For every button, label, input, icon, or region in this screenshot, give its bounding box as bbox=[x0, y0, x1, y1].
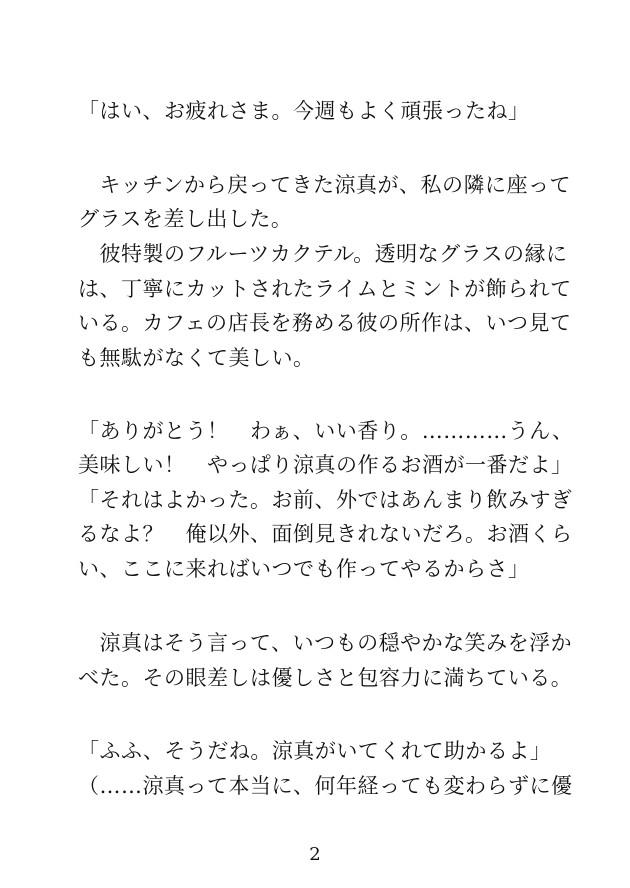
text-line-9: 美味しい！ やっぱり涼真の作るお酒が一番だよ」 bbox=[78, 453, 573, 477]
text-line-5: は、丁寧にカットされたライムとミントが飾られて bbox=[78, 277, 572, 301]
text-line-12: い、ここに来ればいつでも作ってやるからさ」 bbox=[78, 557, 530, 581]
text-line-13: 涼真はそう言って、いつもの穏やかな笑みを浮か bbox=[78, 631, 573, 655]
page-number: 2 bbox=[309, 844, 321, 865]
text-line-2: キッチンから戻ってきた涼真が、私の隣に座って bbox=[78, 173, 572, 197]
text-line-16: （……涼真って本当に、何年経っても変わらずに優 bbox=[78, 774, 573, 798]
text-line-8: 「ありがとう！ わぁ、いい香り。…………うん、 bbox=[78, 419, 574, 443]
text-line-6: いる。カフェの店長を務める彼の所作は、いつ見て bbox=[78, 311, 572, 335]
text-line-11: るなよ？ 俺以外、面倒見きれないだろ。お酒くら bbox=[78, 522, 573, 546]
text-line-3: グラスを差し出した。 bbox=[78, 207, 293, 231]
text-line-7: も無駄がなくて美しい。 bbox=[78, 346, 315, 370]
text-line-14: べた。その眼差しは優しさと包容力に満ちている。 bbox=[78, 666, 573, 690]
text-line-15: 「ふふ、そうだね。涼真がいてくれて助かるよ」 bbox=[78, 739, 552, 763]
text-line-10: 「それはよかった。お前、外ではあんまり飲みすぎ bbox=[78, 488, 573, 512]
text-line-4: 彼特製のフルーツカクテル。透明なグラスの縁に bbox=[78, 242, 568, 266]
text-line-1: 「はい、お疲れさま。今週もよく頑張ったね」 bbox=[78, 99, 530, 123]
